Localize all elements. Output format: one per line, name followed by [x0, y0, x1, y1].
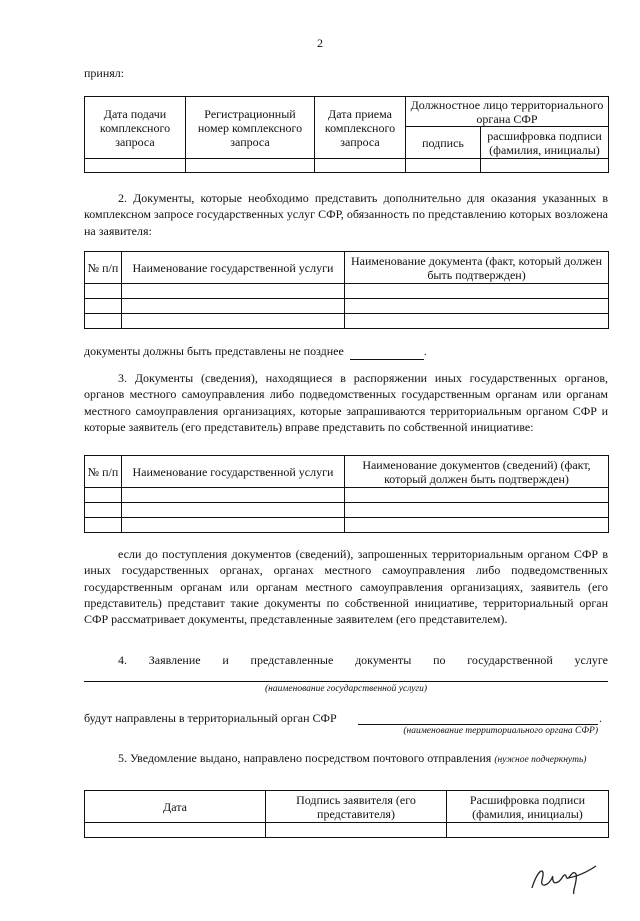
info-table [84, 455, 609, 533]
col-document-name: Наименование документа (факт, который должен быть подтвержден) [345, 252, 609, 284]
col-number: № п/п [85, 252, 122, 284]
col-number: № п/п [85, 456, 122, 488]
section-3-after-text: если до поступления документов (сведений), запрошенных территориальным органом СФР в иных государственных органах, органах местного самоуправления либо подведомственных государственным органам или органам местного самоуправления организациях, заявитель (его представитель) представит такие документы по собственной инициативе, территориальный орган СФР рассматривает документы, представленные заявителем (его представителем). [84, 547, 608, 627]
service-name-caption: (наименование государственной услуги) [264, 684, 428, 694]
handwritten-signature [528, 858, 600, 898]
col-official: Должностное лицо территориального органа СФР [406, 97, 609, 127]
accepted-label: принял: [84, 66, 125, 80]
table-row [85, 823, 609, 838]
col-service-name: Наименование государственной услуги [122, 252, 345, 284]
col-signature-decoding: Расшифровка подписи (фамилия, инициалы) [447, 791, 609, 823]
table-row [85, 284, 609, 299]
territorial-body-caption: (наименование территориального органа СФР) [403, 726, 598, 736]
col-registration-number: Регистрационный номер комплексного запроса [186, 97, 315, 159]
col-date: Дата [85, 791, 266, 823]
col-acceptance-date: Дата приема комплексного запроса [315, 97, 406, 159]
table-row [85, 159, 609, 173]
section-5-text: 5. Уведомление выдано, направлено посредством почтового отправления (нужное подчеркнуть) [118, 751, 587, 765]
service-name-blank [84, 681, 608, 682]
intake-table [84, 96, 609, 173]
col-signature-decoding: расшифровка подписи (фамилия, инициалы) [481, 127, 609, 159]
col-document-name: Наименование документов (сведений) (факт, который должен быть подтвержден) [345, 456, 609, 488]
section-3-text: 3. Документы (сведения), находящиеся в распоряжении иных государственных органов, органов местного самоуправления либо подведомственных государственным органам или органам местного самоуправления организациях, которые запрашиваются территориальным органом СФР и которые заявитель (его представитель) вправе представить по собственной инициативе: [84, 371, 608, 434]
page-number: 2 [317, 36, 323, 50]
sent-to-text: будут направлены в территориальный орган СФР [84, 711, 337, 725]
section-4-line: 4. Заявление и представленные документы по государственной услуге [118, 653, 608, 667]
underline-note: (нужное подчеркнуть) [494, 755, 587, 765]
section-2-text: 2. Документы, которые необходимо представить дополнительно для оказания указанных в комплексном запросе государственных услуг СФР, обязанность по представлению которых возложена на заявителя: [84, 191, 608, 238]
deadline-text: документы должны быть представлены не позднее . [84, 344, 427, 358]
deadline-blank [350, 344, 424, 360]
documents-table [84, 251, 609, 329]
table-row [85, 503, 609, 518]
table-row [85, 518, 609, 533]
col-signature: подпись [406, 127, 481, 159]
col-service-name: Наименование государственной услуги [122, 456, 345, 488]
territorial-body-blank [358, 724, 598, 725]
table-row [85, 299, 609, 314]
col-applicant-signature: Подпись заявителя (его представителя) [266, 791, 447, 823]
notification-table [84, 790, 609, 838]
table-row [85, 314, 609, 329]
table-row [85, 488, 609, 503]
col-submission-date: Дата подачи комплексного запроса [85, 97, 186, 159]
